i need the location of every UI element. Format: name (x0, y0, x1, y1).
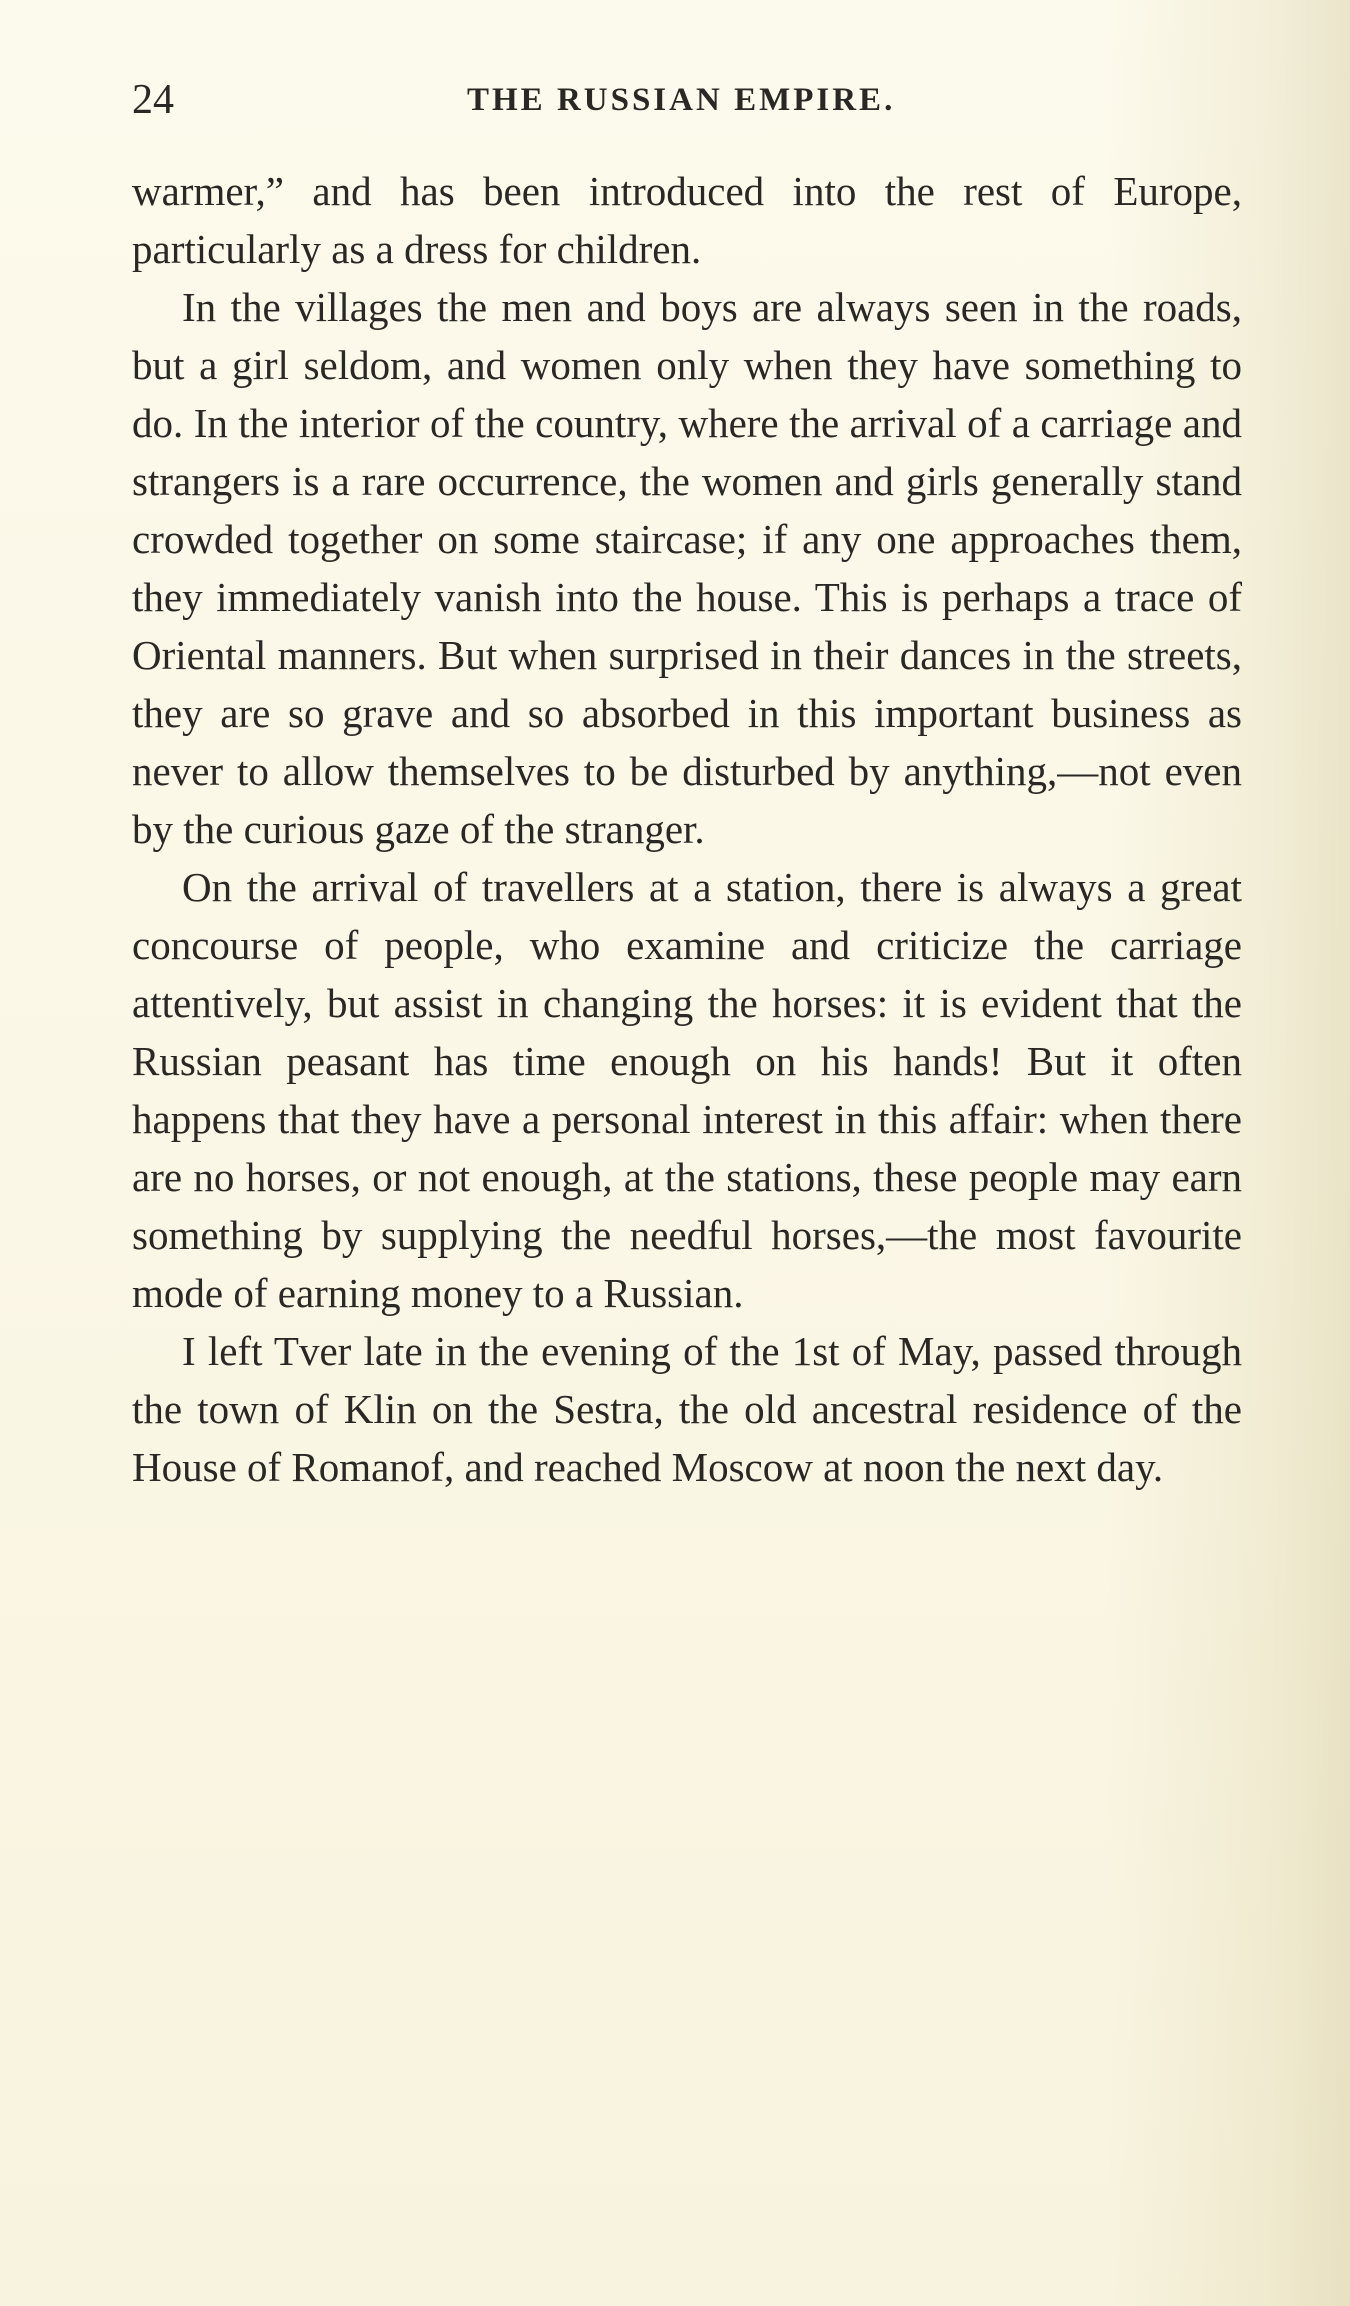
running-title: THE RUSSIAN EMPIRE. (467, 82, 896, 118)
paragraph-villages: In the villages the men and boys are always seen in the roads, but a girl seldom, and women only when they have something to do. In the interior of the country, where the arrival of a carriage and strangers is a rare occurrence, the women and girls generally stand crowded together on some staircase; if any one approaches them, they immediately vanish into the house. This is perhaps a trace of Oriental manners. But when surprised in their dances in the streets, they are so grave and so absorbed in this important business as never to allow themselves to be disturbed by anything,—not even by the curious gaze of the stranger. (132, 284, 1242, 852)
page-header (132, 70, 1242, 130)
paragraph-continuation: warmer,” and has been introduced into the rest of Europe, particularly as a dress for children. (132, 168, 1242, 272)
body-text (132, 162, 1242, 1496)
page-number: 24 (132, 77, 174, 123)
paragraph-travellers: On the arrival of travellers at a station, there is always a great concourse of people, who examine and criticize the carriage attentively, but assist in changing the horses: it is evident that the Russian peasant has time enough on his hands! But it often happens that they have a personal interest in this affair: when there are no horses, or not enough, at the stations, these people may earn something by supplying the needful horses,—the most favourite mode of earning money to a Russian. (132, 864, 1242, 1316)
paragraph-tver: I left Tver late in the evening of the 1st of May, passed through the town of Klin on the Sestra, the old ancestral residence of the House of Romanof, and reached Moscow at noon the next day. (132, 1328, 1242, 1490)
